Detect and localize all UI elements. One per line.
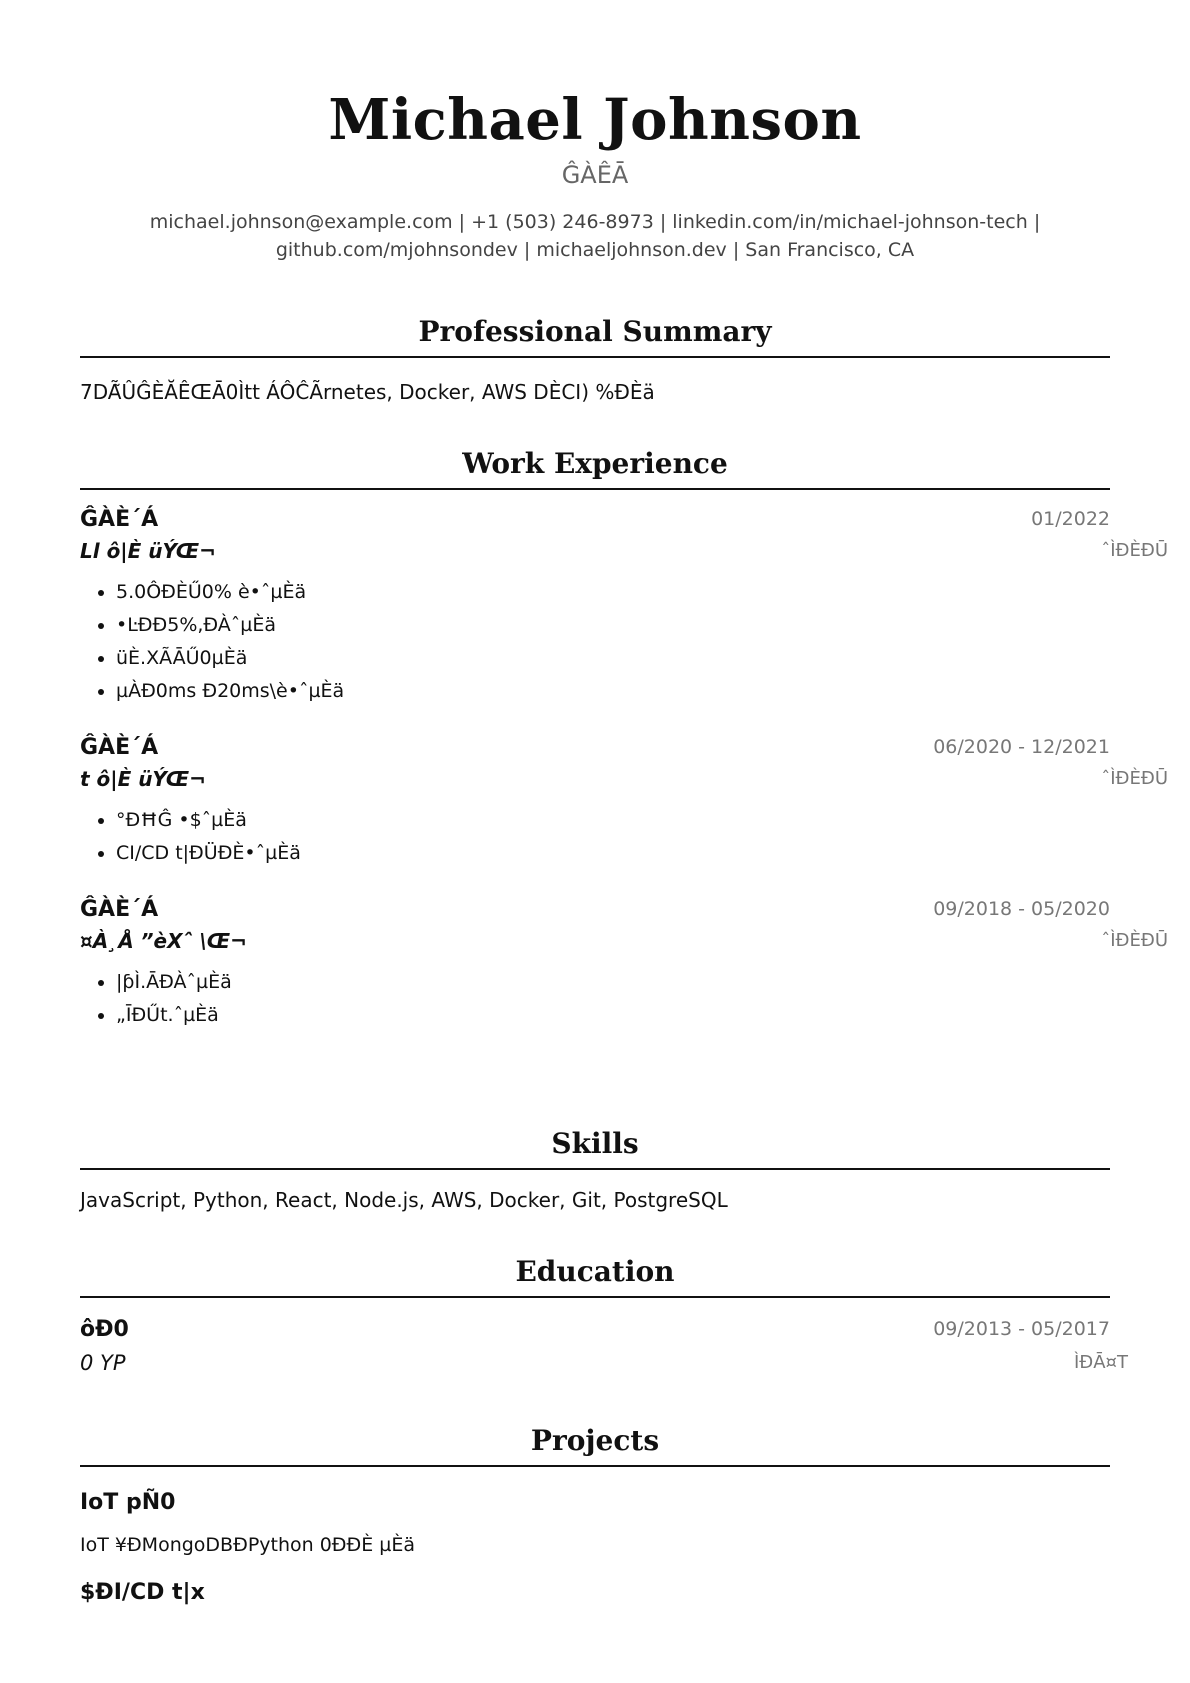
- skills-heading: Skills: [80, 1126, 1110, 1170]
- contact-line-1: michael.johnson@example.com | +1 (503) 246-8973 | linkedin.com/in/michael-johnson-tech |: [149, 211, 1041, 233]
- job-role-row: [80, 926, 1168, 958]
- list-item: • üÈ.XÃĀŰ0µÈä: [116, 642, 1110, 675]
- projects-section: [80, 1423, 1110, 1609]
- job-bullets: [80, 966, 1110, 1032]
- contact-info: [115, 208, 1075, 264]
- resume-header: [0, 0, 1190, 264]
- project-name: IoT pÑ0: [80, 1490, 176, 1515]
- list-item: • 5.0ÔĐÈŰ0% è•ˆµÈä: [116, 576, 1110, 609]
- job-entry-2: [80, 732, 1168, 870]
- contact-line-2: github.com/mjohnsondev | michaeljohnson.dev | San Francisco, CA: [275, 239, 915, 261]
- job-entry-1: [80, 504, 1168, 708]
- job-role: ¤À¸Å ”èXˆ \Œ¬: [80, 929, 247, 953]
- job-role: t ô|È üÝŒ¬: [80, 767, 206, 791]
- job-company: ĜÀÈ´Á: [80, 897, 159, 922]
- candidate-title: ĜÀÊĀ: [561, 161, 629, 189]
- project-description: IoT ¥ĐMongoDBĐPython 0ĐĐÈ µÈä: [80, 1534, 416, 1556]
- job-date: 06/2020 - 12/2021: [933, 736, 1110, 758]
- job-role-row: [80, 536, 1168, 568]
- job-bullets: [80, 576, 1110, 708]
- list-item: • •ĿĐÐ5%,ĐÀˆµÈä: [116, 609, 1110, 642]
- education-entry: [80, 1314, 1128, 1380]
- summary-heading: Professional Summary: [80, 314, 1110, 358]
- job-header-row: [80, 894, 1110, 926]
- education-section: [80, 1254, 1128, 1380]
- education-degree-row: [80, 1346, 1128, 1380]
- job-date: 01/2022: [1031, 508, 1110, 530]
- skills-section: [80, 1126, 1110, 1214]
- summary-section: [80, 314, 1110, 406]
- job-date: 09/2018 - 05/2020: [933, 898, 1110, 920]
- education-location: ÌĐĀ¤T: [1073, 1352, 1128, 1373]
- job-company: ĜÀÈ´Á: [80, 507, 159, 532]
- list-item: • °ĐĦĜ •$ˆµÈä: [116, 804, 1110, 837]
- job-role-row: [80, 764, 1168, 796]
- job-location: ˆÌĐÈĐŪ: [1101, 540, 1168, 561]
- job-location: ˆÌĐÈĐŪ: [1101, 930, 1168, 951]
- list-item: • µÀĐ0ms Đ20ms\è•ˆµÈä: [116, 675, 1110, 708]
- list-item: • CI/CD t|ĐÜĐÈ•ˆµÈä: [116, 837, 1110, 870]
- education-date: 09/2013 - 05/2017: [933, 1318, 1110, 1340]
- candidate-name: Michael Johnson: [328, 87, 862, 153]
- job-entry-3: [80, 894, 1168, 1032]
- job-header-row: [80, 504, 1110, 536]
- list-item: • |ƥÌ.ĀĐÀˆµÈä: [116, 966, 1110, 999]
- list-item: • „ĪĐŰt.ˆµÈä: [116, 999, 1110, 1032]
- education-heading: Education: [80, 1254, 1110, 1298]
- school-name: ôĐ0: [80, 1317, 129, 1342]
- job-company: ĜÀÈ´Á: [80, 735, 159, 760]
- job-header-row: [80, 732, 1110, 764]
- degree: 0 YP: [80, 1351, 126, 1375]
- job-bullets: [80, 804, 1110, 870]
- experience-section: [80, 446, 1168, 1032]
- job-role: Ll ô|È üÝŒ¬: [80, 539, 216, 563]
- project-name: $ĐI/CD t|x: [80, 1580, 205, 1605]
- experience-heading: Work Experience: [80, 446, 1110, 490]
- summary-text: 7DÃ̃ÛĜÈĂÊŒĀ0Ìtt ÁÔĈÃrnetes, Docker, AWS DÈCI) %ĐÈä: [80, 380, 655, 404]
- education-header-row: [80, 1314, 1110, 1346]
- skills-list: JavaScript, Python, React, Node.js, AWS, Docker, Git, PostgreSQL: [80, 1188, 728, 1212]
- job-location: ˆÌĐÈĐŪ: [1101, 768, 1168, 789]
- projects-heading: Projects: [80, 1423, 1110, 1467]
